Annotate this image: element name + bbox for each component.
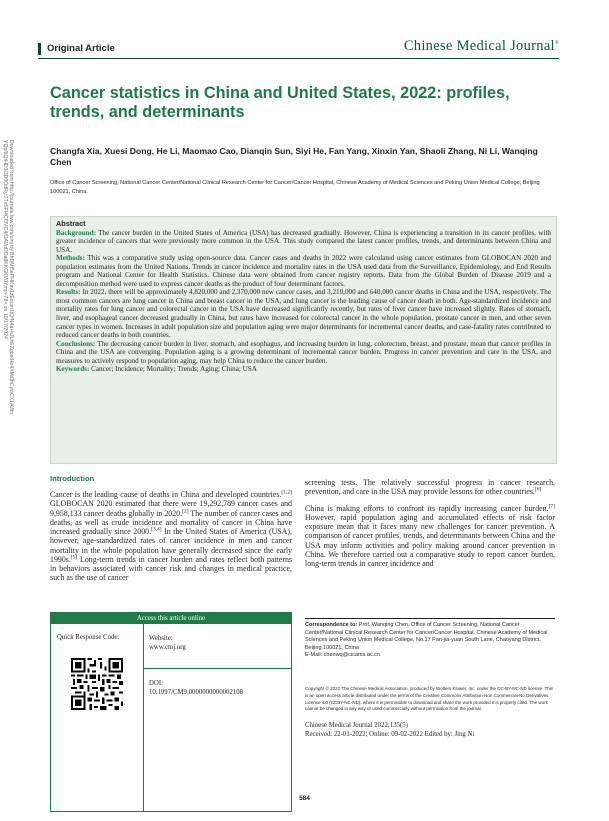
body-column-left (50, 490, 292, 583)
intro-text: GLOBOCAN 2020 estimated that there were 19,292,789 cancer cases and 9,958,133 cancer deaths globally in 2020. (50, 499, 292, 518)
page-number: 584 (299, 795, 310, 802)
access-bar: Access this article online (51, 613, 291, 624)
abstract-background (56, 229, 551, 255)
doi-cell (143, 669, 291, 811)
correspondence-label: Correspondence to: (305, 622, 358, 628)
intro-paragraph-1 (50, 490, 292, 583)
intro-text: Cancer is the leading cause of deaths in China and developed countries. (50, 490, 282, 499)
abstract-results (56, 288, 551, 339)
journal-title: Chinese Medical Journal (403, 38, 555, 54)
side-download-note (4, 140, 16, 560)
journal-citation: Chinese Medical Journal 2022;135(5) (305, 722, 408, 729)
intro-text: screening tests. The relatively successful progress in cancer research, prevention, and care in the USA may provide lessons for other countries. (305, 478, 555, 497)
keywords-label: Keywords: (56, 365, 90, 374)
journal-name (404, 38, 559, 55)
introduction-heading: Introduction (50, 474, 95, 483)
methods-label: Methods: (56, 254, 85, 263)
intro-paragraph-1-cont (305, 478, 555, 497)
website-cell (143, 624, 291, 669)
citation-ref: [7] (548, 502, 555, 509)
body-column-right (305, 478, 555, 568)
citation-ref: [3,4] (151, 526, 162, 533)
qr-code-icon[interactable] (71, 658, 123, 710)
correspondence (305, 622, 555, 660)
intro-text: The number of cancer cases and deaths, as well as crude incidence and mortality of cancer in China have increased gradually since 2000. (50, 508, 292, 536)
background-text: The cancer burden in the United States of America (USA) has decreased gradually. However, China is experiencing a transition in its cancer profiles, with greater incidence of cancers that were previously more common in the USA. This study compared the latest cancer profiles, trends, and determinants between China and USA. (56, 228, 551, 254)
conclusions-text: The decreasing cancer burden in liver, stomach, and esophagus, and increasing burden in lung, colorectum, breast, and prostate, mean that cancer profiles in China and the USA are converging. Population aging is a growing determinant of incremental cancer burden. Progress in cancer prevention and care in the USA, and measures to actively respond to population aging, may help China to reduce the cancer burden. (56, 339, 551, 365)
abstract-heading: Abstract (56, 219, 86, 228)
received-dates: Received: 22-01-2022; Online: 09-02-2022 Edited by: Jing Ni (305, 730, 475, 738)
access-online-box (50, 612, 292, 812)
citation-ref: [1,2] (281, 489, 292, 496)
website-link[interactable]: www.cmj.org (149, 644, 186, 651)
intro-paragraph-2 (305, 504, 555, 569)
citation-ref: [2] (182, 507, 189, 514)
website-label: Website: (149, 635, 173, 642)
methods-text: This was a comparative study using open-source data. Cancer cases and deaths in 2022 were calculated using cancer estimates from GLOBOCAN 2020 and population estimates from the United Nations. Trends in cancer incidence and mortality rates in the USA used data from the Surveillance, Epidemiology, and End Results program and National Center for Health Statistics. Chinese data were obtained from cancer registry reports. Data from the Global Burden of Disease 2019 and a decomposition method were used to express cancer deaths as the product of four determinant factors. (56, 254, 551, 288)
background-label: Background: (56, 228, 96, 237)
citation-block (305, 722, 555, 740)
article-title: Cancer statistics in China and United States, 2022: profiles, trends, and determinants (50, 84, 510, 121)
intro-text: In the United States of America (USA), however, age-standardized rates of cancer incidence in men and cancer mortality in the whole population have generally decreased since the early 1990s. (50, 527, 292, 564)
qr-cell (51, 624, 144, 811)
intro-text: China is making efforts to confront its rapidly increasing cancer burden. (305, 503, 549, 513)
results-text: In 2022, there will be approximately 4,820,000 and 2,370,000 new cancer cases, and 3,210,000 and 640,000 cancer deaths in China and the USA, respectively. The most common cancers are lung cancer in China and breast cancer in the USA, and lung cancer is the leading cause of cancer death in both. Age-standardized incidence and mortality rates for lung cancer and colorectal cancer in the USA have decreased significantly recently, but rates of liver cancer have increased slightly. Rates of stomach, liver, and esophageal cancer decreased gradually in China, but rates have increased for colorectal cancer in the whole population, prostate cancer in men, and other seven cancer types in women. Increases in adult population size and population aging were major determinants for incremental cancer deaths, and case-fatality rates contributed to reduced cancer deaths in both countries. (56, 288, 551, 340)
affiliation: Office of Cancer Screening, National Cancer Center/National Clinical Research Center for Cancer/Cancer Hospital, Chinese Academy of Medical Sciences and Peking Union Medical College, Beijing 100021, China. (50, 180, 540, 195)
intro-text: Long-term trends in cancer burden and rates reflect both patterns in behaviors associated with cancer risk and changes in medical practice, such as the use of cancer (50, 554, 292, 583)
article-type-label: Original Article (38, 43, 115, 55)
correspondence-text: Prof. Wanqing Chen, Office of Cancer Screening, National Cancer Center/National Clinical Research Center for Cancer/Cancer Hospital, Chinese Academy of Medical Sciences and Peking Union Medical College, No.17 Pan-jia-yuan South Lane, Chaoyang District, Beijing 100021, China (305, 622, 548, 651)
side-note-line1: Downloaded from http://journals.lww.com/cmj by BhDMf5ePHKav1zEoum1tQfN4a+kJLhEZgbsIHo4XMi0hCywCX1AWn (8, 140, 14, 415)
correspondence-rule (305, 618, 555, 619)
intro-text: However, rapid population aging and accumulated effects of risk factor exposure mean that it faces many new challenges for cancer prevention. A comparison of cancer profiles, trends, and determinants between China and the USA may inform activities and policy making around cancer prevention in China. We therefore carried out a comparative study to report cancer burden, long-term trends in cancer incidence and (305, 512, 555, 568)
correspondence-email[interactable]: E-Mail: chenwq@cicams.ac.cn (305, 652, 380, 659)
side-note-line2: YQp/IlQrHD3i3D0OdRyi7TvSFl4Cf3VC4/OAVpDDa8KKGKV0Ymy+78= on 10/17/2024 (2, 140, 8, 339)
abstract-methods (56, 254, 551, 288)
keywords-text: Cancer; Incidence; Mortality; Trends; Aging; China; USA (89, 365, 257, 374)
doi-label: DOI: (149, 680, 163, 687)
abstract-box (50, 216, 557, 464)
copyright-notice: Copyright © 2022 The Chinese Medical Association, produced by Wolters Kluwer, Inc. under the CC-BY-NC-ND license. This is an open access article distributed under the terms of the Creative Commons Attribution-Non Commercial-No Derivatives License 4.0 (CCBY-NC-ND), where it is permissible to download and share the work provided it is properly cited. The work cannot be changed in any way or used commercially without permission from the journal. (305, 686, 554, 712)
doi-link[interactable]: 10.1097/CM9.0000000000002108 (149, 689, 244, 696)
results-label: Results: (56, 288, 81, 297)
conclusions-label: Conclusions: (56, 339, 96, 348)
citation-ref: [5] (70, 554, 78, 561)
header-rule (38, 58, 559, 59)
author-list: Changfa Xia, Xuesi Dong, He Li, Maomao Cao, Dianqin Sun, Siyi He, Fan Yang, Xinxin Yan, Shaoli Zhang, Ni Li, Wanqing Chen (50, 146, 538, 167)
abstract-keywords (56, 365, 551, 374)
qr-label: Quick Response Code: (57, 634, 120, 641)
registered-mark: ® (554, 41, 559, 47)
citation-ref: [6] (534, 486, 542, 493)
abstract-conclusions (56, 340, 551, 366)
